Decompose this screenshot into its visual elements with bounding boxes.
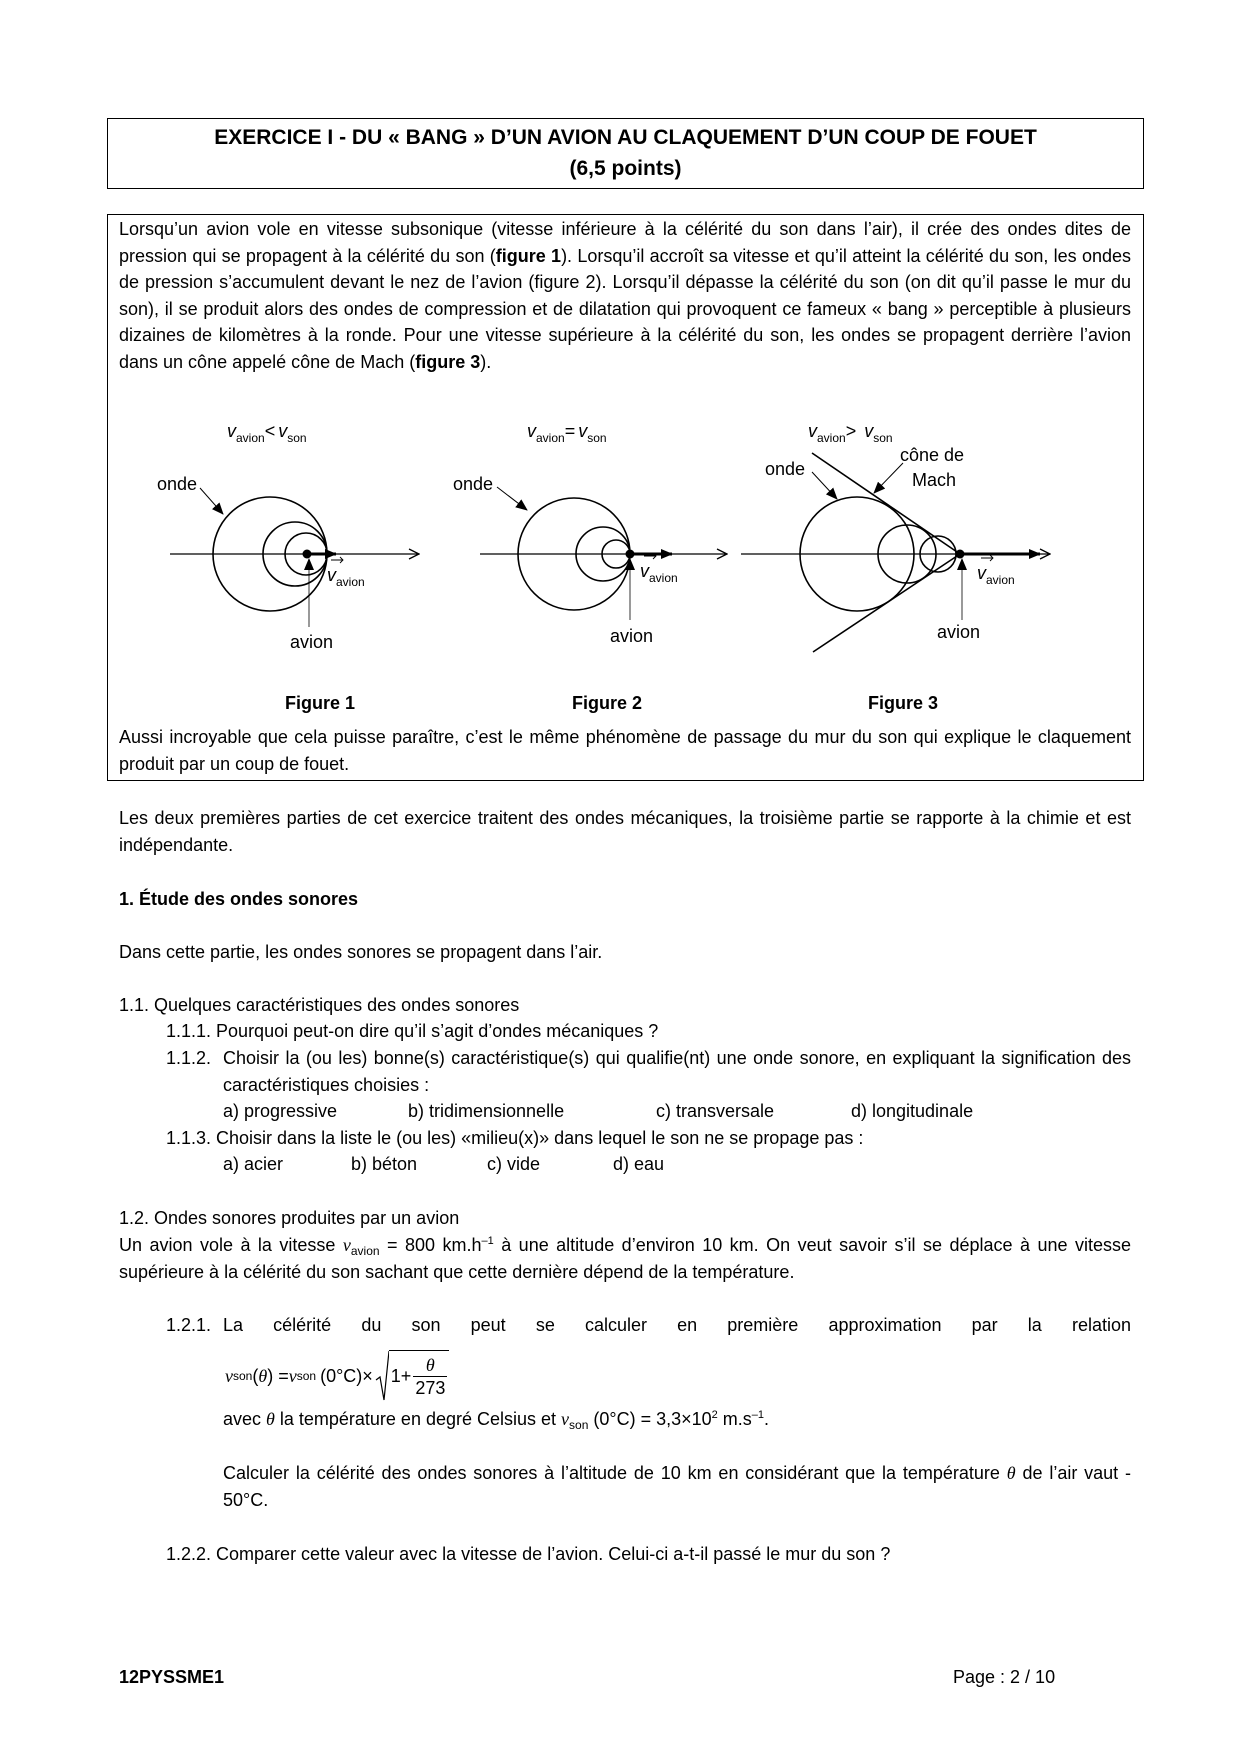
option: c) transversale <box>656 1101 775 1121</box>
question-1-1-1: 1.1.1. Pourquoi peut-on dire qu’il s’agit d’ondes mécaniques ? <box>166 1021 659 1041</box>
question-1-1-2-number: 1.1.2. <box>166 1048 212 1068</box>
figure1-ref: figure 1 <box>495 245 562 266</box>
intro-text: ). <box>480 351 492 372</box>
question-1-1-2: Choisir la (ou les) bonne(s) caractéristique(s) qui qualifie(nt) une onde sonore, en expliquant la signification des caractéristiques choisies : <box>223 1048 1131 1095</box>
question-1-2-statement: Un avion vole à la vitesse $v_{avion} = 800$ $km.h^{-1}$ à une altitude d’environ 10 km. On veut savoir s’il se déplace à une vitesse supérieure à la célérité du son sachant que cette dernière dépend de la température. <box>119 1235 1131 1282</box>
fig2-onde-label: onde <box>453 474 494 494</box>
option: a) acier <box>223 1154 284 1174</box>
question-1-1: 1.1. Quelques caractéristiques des ondes sonores <box>119 995 520 1015</box>
fig3-mach-pointer <box>874 463 903 493</box>
fig1-avion-label: avion <box>290 632 334 652</box>
fig3-mach-cone-top <box>812 453 960 554</box>
question-1-2: 1.2. Ondes sonores produites par un avion <box>119 1208 460 1228</box>
exercise-points: (6,5 points) <box>569 157 682 180</box>
question-1-2-2: 1.2.2. Comparer cette valeur avec la vitesse de l’avion. Celui-ci a-t-il passé le mur du son ? <box>166 1544 891 1564</box>
footer-code: 12PYSSME1 <box>119 1667 225 1687</box>
figures-diagram <box>0 0 1240 800</box>
question-1-2-1: La célérité du son peut se calculer en première approximation par la relation <box>223 1315 1131 1335</box>
fig3-cone-label: cône de <box>900 445 965 465</box>
question-1-1-3: 1.1.3. Choisir dans la liste le (ou les) «milieu(x)» dans lequel le son ne se propage pas : <box>166 1128 864 1148</box>
fig2-plane-dot <box>626 550 635 559</box>
intro-conclusion: Aussi incroyable que cela puisse paraître, c’est le même phénomène de passage du mur du son qui explique le claquement produit par un coup de fouet. <box>119 727 1131 774</box>
speed-formula: v son ( θ ) = v son (0°C) × 1+ $\frac{\theta}{273}$ <box>225 1350 449 1402</box>
fig1-onde-pointer <box>200 488 223 514</box>
formula-definitions: avec θ la température en degré Celsius et $v_{son}$ $(0^\circ C) = 3,3\times 10^2$ $m.s^{-1}$. <box>223 1409 770 1432</box>
fig1-velocity-label: $v_{avion}$ <box>327 565 365 589</box>
fig3-relation: $v_{avion}> v_{son}$ <box>808 421 893 445</box>
section-heading: 1. Étude des ondes sonores <box>119 889 359 909</box>
fig2-velocity-label: $v_{avion}$ <box>640 561 678 585</box>
section-intro: Dans cette partie, les ondes sonores se propagent dans l’air. <box>119 942 603 962</box>
square-root: 1+ $\frac{\theta}{273}$ <box>375 1350 450 1402</box>
figure3-ref: figure 3 <box>415 351 481 372</box>
fig2-avion-label: avion <box>610 626 654 646</box>
intro-text: Lorsqu’un avion vole en vitesse subsonique (vitesse inférieure à la célérité du son dans l’air), il crée des ondes dites de pression qui se propagent à la célérité du son ( <box>119 219 1131 266</box>
fig3-avion-label: avion <box>937 622 981 642</box>
exercise-overview: Les deux premières parties de cet exercice traitent des ondes mécaniques, la troisième partie se rapporte à la chimie et est indépendante. <box>119 808 1131 855</box>
fig3-velocity-label: $v_{avion}$ <box>977 563 1015 587</box>
fig3-onde-label: onde <box>765 459 806 479</box>
vector-arrow-icon <box>331 557 343 563</box>
calculation-question: Calculer la célérité des ondes sonores à l’altitude de 10 km en considérant que la température θ de l’air vaut - 50°C. <box>223 1463 1132 1510</box>
fig3-plane-dot <box>956 550 965 559</box>
fig3-mach-label: Mach <box>912 470 957 490</box>
option: b) tridimensionnelle <box>408 1101 565 1121</box>
fig1-plane-dot <box>303 550 312 559</box>
figure2-caption: Figure 2 <box>571 693 643 713</box>
radical-sign-icon <box>375 1350 389 1402</box>
fig1-onde-label: onde <box>157 474 198 494</box>
fig3-onde-pointer <box>812 472 837 499</box>
figure3-caption: Figure 3 <box>867 693 939 713</box>
option: d) longitudinale <box>851 1101 974 1121</box>
option: c) vide <box>487 1154 541 1174</box>
vector-arrow-icon <box>981 555 993 561</box>
exercise-title: EXERCICE I - DU « BANG » D’UN AVION AU CLAQUEMENT D’UN COUP DE FOUET <box>214 126 1037 149</box>
page-number: Page : 2 / 10 <box>953 1667 1056 1687</box>
intro-text: ). Lorsqu’il accroît sa vitesse et qu’il atteint la célérité du son, les ondes de pression s’accumulent devant le nez de l’avion (figure 2). Lorsqu’il dépasse la célérité du son (on dit qu’il passe le mur du son), il se produit alors des ondes de compression et de dilatation qui provoquent ce fameux « bang » perceptible à plusieurs dizaines de kilomètres à la ronde. Pour une vitesse supérieure à la célérité du son, les ondes se propagent derrière l’avion dans un cône appelé cône de Mach ( <box>119 245 1131 372</box>
fig2-onde-pointer <box>497 487 527 510</box>
option: d) eau <box>613 1154 665 1174</box>
fig2-relation: $v_{avion}= v_{son}$ <box>527 421 607 445</box>
option: b) béton <box>351 1154 418 1174</box>
question-1-2-1-number: 1.2.1. <box>166 1315 212 1335</box>
figure1-caption: Figure 1 <box>284 693 356 713</box>
option: a) progressive <box>223 1101 338 1121</box>
fig1-relation: $v_{avion}< v_{son}$ <box>227 421 307 445</box>
